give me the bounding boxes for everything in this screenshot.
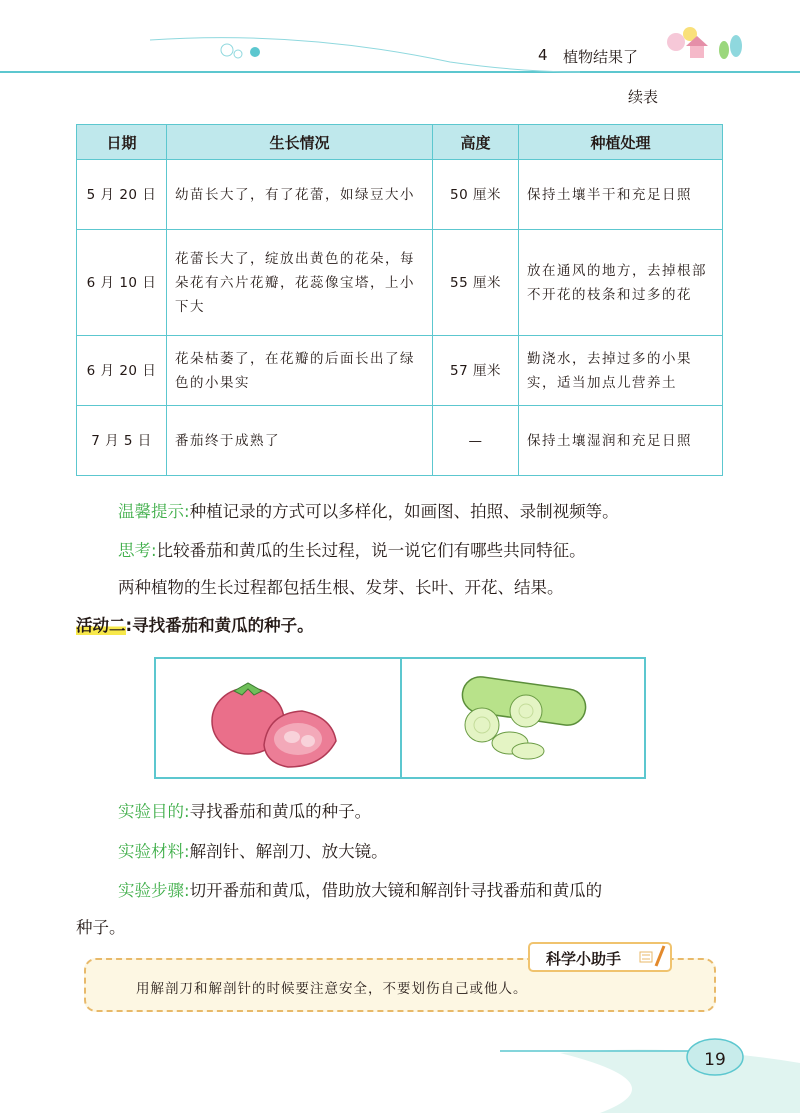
flower-house-icon: [667, 27, 742, 59]
helper-title: 科学小助手: [546, 950, 622, 968]
activity-heading: [76, 612, 314, 636]
experiment-steps-continued: 种子。: [76, 918, 126, 937]
materials-text: 解剖针、解剖刀、放大镜。: [189, 842, 388, 861]
cucumber-image: [402, 659, 646, 777]
materials-label: 实验材料:: [118, 842, 190, 861]
cell-height: 55 厘米: [433, 230, 519, 336]
cell-date: 6 月 10 日: [77, 230, 167, 336]
pencil-icon: [638, 944, 668, 970]
steps-label: 实验步骤:: [118, 881, 190, 900]
think-label: 思考:: [118, 541, 157, 560]
cell-growth: 花朵枯萎了，在花瓣的后面长出了绿色的小果实: [167, 336, 433, 406]
page-number: 19: [704, 1050, 726, 1070]
table-row: [77, 160, 723, 230]
cell-growth: 花蕾长大了，绽放出黄色的花朵，每朵花有六片花瓣，花蕊像宝塔，上小下大: [167, 230, 433, 336]
tomato-image: [156, 659, 400, 777]
table-row: [77, 336, 723, 406]
think-paragraph: [118, 537, 586, 561]
footer-decoration: [0, 1033, 800, 1113]
cell-height: —: [433, 406, 519, 476]
answer-paragraph: 两种植物的生长过程都包括生根、发芽、长叶、开花、结果。: [118, 578, 564, 597]
chapter-title: 植物结果了: [563, 48, 639, 66]
cell-growth: 番茄终于成熟了: [167, 406, 433, 476]
chapter-number: 4: [538, 46, 548, 64]
table-header-row: [77, 125, 723, 160]
activity-text: :寻找番茄和黄瓜的种子。: [125, 616, 314, 635]
activity-label: 活动二: [76, 616, 126, 635]
tip-text: 种植记录的方式可以多样化，如画图、拍照、录制视频等。: [189, 502, 619, 521]
purpose-label: 实验目的:: [118, 802, 190, 821]
cell-height: 50 厘米: [433, 160, 519, 230]
table-row: [77, 230, 723, 336]
table-row: [77, 406, 723, 476]
tip-paragraph: [118, 498, 619, 522]
cell-growth: 幼苗长大了，有了花蕾，如绿豆大小: [167, 160, 433, 230]
helper-text: 用解剖刀和解剖针的时候要注意安全，不要划伤自己或他人。: [136, 981, 528, 997]
cell-treatment: 保持土壤半干和充足日照: [519, 160, 723, 230]
tip-label: 温馨提示:: [118, 502, 190, 521]
cell-date: 5 月 20 日: [77, 160, 167, 230]
header-decoration: [0, 0, 800, 80]
cell-date: 6 月 20 日: [77, 336, 167, 406]
growth-record-table: [76, 124, 723, 476]
cell-treatment: 放在通风的地方，去掉根部不开花的枝条和过多的花: [519, 230, 723, 336]
experiment-purpose: [118, 798, 371, 822]
experiment-steps: [118, 877, 602, 901]
tomato-cucumber-figure: [154, 657, 646, 779]
steps-text: 切开番茄和黄瓜，借助放大镜和解剖针寻找番茄和黄瓜的: [189, 881, 603, 900]
cell-treatment: 保持土壤湿润和充足日照: [519, 406, 723, 476]
header-growth: 生长情况: [167, 125, 433, 160]
header-treatment: 种植处理: [519, 125, 723, 160]
cell-height: 57 厘米: [433, 336, 519, 406]
cell-treatment: 勤浇水，去掉过多的小果实，适当加点儿营养土: [519, 336, 723, 406]
header-date: 日期: [77, 125, 167, 160]
purpose-text: 寻找番茄和黄瓜的种子。: [189, 802, 372, 821]
table-continued-label: 续表: [628, 88, 659, 106]
experiment-materials: [118, 838, 388, 862]
cell-date: 7 月 5 日: [77, 406, 167, 476]
helper-title-tag: [528, 942, 672, 972]
think-text: 比较番茄和黄瓜的生长过程，说一说它们有哪些共同特征。: [156, 541, 586, 560]
header-height: 高度: [433, 125, 519, 160]
